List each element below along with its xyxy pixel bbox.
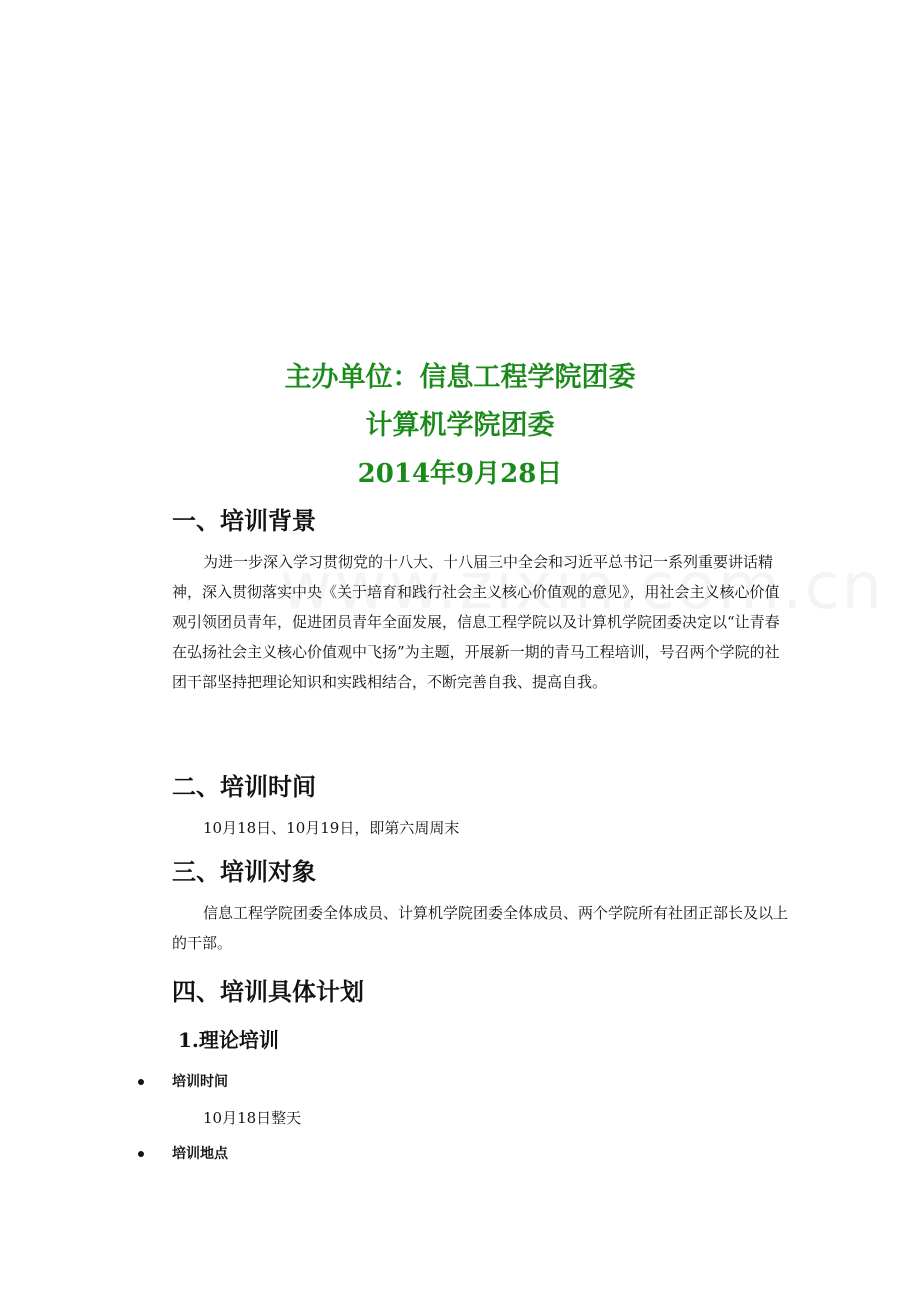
bullet-dot-icon xyxy=(138,1151,144,1157)
section-heading-audience: 三、培训对象 xyxy=(172,857,316,886)
section-heading-background: 一、培训背景 xyxy=(172,506,316,535)
bullet-dot-icon xyxy=(138,1079,144,1085)
section-heading-time: 二、培训时间 xyxy=(172,772,316,801)
organizer-title: 主办单位：信息工程学院团委 xyxy=(284,362,636,393)
bullet-value: 10月18日整天 xyxy=(203,1109,302,1127)
subheading-theory-training: 1.理论培训 xyxy=(178,1028,279,1052)
background-paragraph: 为进一步深入学习贯彻党的十八大、十八届三中全会和习近平总书记一系列重要讲话精神，深入贯彻落实中央《关于培育和践行社会主义核心价值观的意见》，用社会主义核心价值观引领团员青年，促进团员青年全面发展，信息工程学院以及计算机学院团委决定以“让青春在弘扬社会主义核心价值观中飞扬”为主题，开展新一期的青马工程培训，号召两个学院的社团干部坚持把理论知识和实践相结合，不断完善自我、提高自我。 xyxy=(172,553,780,691)
section-body-audience xyxy=(172,898,792,958)
bullet-label: 培训时间 xyxy=(172,1074,228,1090)
organizer-title-line2: 计算机学院团委 xyxy=(365,410,555,441)
section-heading-plan: 四、培训具体计划 xyxy=(172,977,364,1006)
section-body-background xyxy=(172,547,792,697)
section-body-time: 10月18日、10月19日，即第六周周末 xyxy=(203,819,460,837)
bullet-label: 培训地点 xyxy=(172,1146,228,1162)
audience-paragraph: 信息工程学院团委全体成员、计算机学院团委全体成员、两个学院所有社团正部长及以上的干部。 xyxy=(172,904,789,952)
document-date: 2014年9月28日 xyxy=(357,459,563,489)
